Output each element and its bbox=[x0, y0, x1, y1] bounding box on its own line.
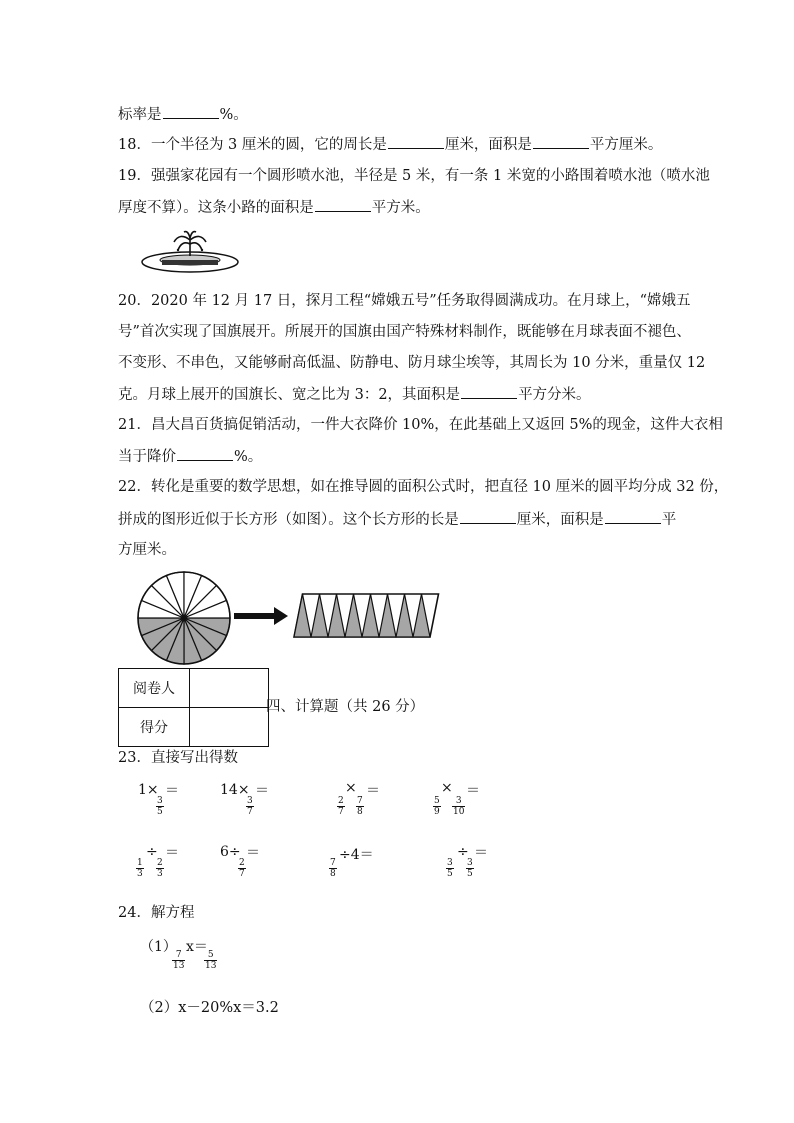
q19-blank[interactable] bbox=[315, 197, 371, 212]
q23-p7-op: ÷4＝ bbox=[339, 847, 374, 863]
grader-cell[interactable] bbox=[190, 669, 269, 708]
denominator: 3 bbox=[137, 869, 143, 879]
denominator: 5 bbox=[447, 869, 453, 879]
section-title: 四、计算题（共 26 分） bbox=[266, 699, 425, 715]
q20-text: 克。月球上展开的国旗长、宽之比为 3：2，其面积是 bbox=[118, 387, 461, 403]
q19-line2 bbox=[118, 197, 430, 218]
q23-p5-op: ÷ bbox=[146, 844, 158, 860]
q24-e1-frac1 bbox=[172, 950, 185, 971]
numerator: 3 bbox=[467, 858, 473, 868]
q20-line2: 号”首次实现了国旗展开。所展开的国旗由国产特殊材料制作，既能够在月球表面不褪色、 bbox=[118, 324, 691, 340]
denominator: 8 bbox=[357, 807, 363, 817]
q23-p4-frac1 bbox=[433, 796, 441, 817]
q21-text-post: %。 bbox=[234, 449, 263, 465]
q23-p4-op: × bbox=[441, 780, 453, 796]
q23-p8-frac1 bbox=[446, 858, 454, 879]
numerator: 5 bbox=[434, 796, 440, 806]
grader-label: 阅卷人 bbox=[119, 669, 190, 708]
q23-p1-eq: ＝ bbox=[165, 783, 179, 799]
q23-p3-eq: ＝ bbox=[366, 783, 380, 799]
q21-line1: 21．昌大昌百货搞促销活动，一件大衣降价 10%，在此基础上又返回 5%的现金，这件大衣相 bbox=[118, 417, 723, 433]
numerator: 3 bbox=[447, 858, 453, 868]
q22-line2 bbox=[118, 509, 676, 530]
q23-p4-eq: ＝ bbox=[466, 783, 480, 799]
right-arrow-icon bbox=[234, 606, 288, 626]
q20-line4 bbox=[118, 384, 591, 405]
q23-p8-eq: ＝ bbox=[474, 845, 488, 861]
q17-text: 标率是 bbox=[118, 107, 162, 123]
numerator: 7 bbox=[357, 796, 363, 806]
q23-p8-op: ÷ bbox=[457, 844, 469, 860]
q17-tail bbox=[118, 104, 248, 125]
q23-p3-frac1 bbox=[337, 796, 345, 817]
numerator: 3 bbox=[452, 796, 465, 807]
q23-p6-eq: ＝ bbox=[246, 845, 260, 861]
numerator: 7 bbox=[172, 950, 185, 961]
q23-p4-frac2 bbox=[452, 796, 465, 817]
q18-blank-2[interactable] bbox=[533, 134, 589, 149]
denominator: 3 bbox=[157, 869, 163, 879]
denominator: 5 bbox=[467, 869, 473, 879]
q21-blank[interactable] bbox=[177, 446, 233, 461]
numerator: 3 bbox=[247, 796, 253, 806]
q22-text-post: 平 bbox=[661, 512, 677, 528]
q23-p6-lead: 6÷ bbox=[220, 844, 241, 860]
q18 bbox=[118, 134, 662, 155]
q23-p7-frac bbox=[329, 858, 337, 879]
numerator: 2 bbox=[239, 858, 245, 868]
q20-line1: 20．2020 年 12 月 17 日，探月工程“嫦娥五号”任务取得圆满成功。在月球上，“嫦娥五 bbox=[118, 293, 691, 309]
q23-p5-frac2 bbox=[156, 858, 164, 879]
q23-p2-lead: 14× bbox=[220, 782, 250, 798]
q18-blank-1[interactable] bbox=[388, 134, 444, 149]
q23-p3-op: × bbox=[345, 780, 357, 796]
q23-p8-frac2 bbox=[466, 858, 474, 879]
score-label: 得分 bbox=[119, 708, 190, 747]
numerator: 2 bbox=[157, 858, 163, 868]
q22-blank-1[interactable] bbox=[460, 509, 516, 524]
q22-line3: 方厘米。 bbox=[118, 542, 176, 558]
q23-p6-frac bbox=[238, 858, 246, 879]
q23-p5-frac1 bbox=[136, 858, 144, 879]
q24-e1-x: x＝ bbox=[186, 939, 208, 955]
q23-title: 23．直接写出得数 bbox=[118, 750, 238, 766]
q19-line1: 19．强强家花园有一个圆形喷水池，半径是 5 米，有一条 1 米宽的小路围着喷水池（喷水池 bbox=[118, 168, 710, 184]
q23-p1-lead: 1× bbox=[138, 782, 159, 798]
numerator: 3 bbox=[157, 796, 163, 806]
approx-rectangle-figure bbox=[290, 591, 440, 641]
q22-text-mid: 厘米，面积是 bbox=[516, 512, 604, 528]
divided-circle-figure bbox=[136, 570, 232, 666]
q24-e1-frac2 bbox=[204, 950, 217, 971]
denominator: 7 bbox=[338, 807, 344, 817]
q20-text-post: 平方分米。 bbox=[518, 387, 591, 403]
q22-line1: 22．转化是重要的数学思想，如在推导圆的面积公式时，把直径 10 厘米的圆平均分成 32 份， bbox=[118, 479, 729, 495]
denominator: 8 bbox=[330, 869, 336, 879]
denominator: 5 bbox=[157, 807, 163, 817]
q19-text-post: 平方米。 bbox=[371, 200, 430, 216]
denominator: 7 bbox=[247, 807, 253, 817]
q22-blank-2[interactable] bbox=[605, 509, 661, 524]
q23-p5-eq: ＝ bbox=[165, 845, 179, 861]
q21-text: 当于降价 bbox=[118, 449, 176, 465]
q22-text: 拼成的图形近似于长方形（如图）。这个长方形的长是 bbox=[118, 512, 459, 528]
q24-title: 24．解方程 bbox=[118, 905, 195, 921]
q20-line3: 不变形、不串色，又能够耐高低温、防静电、防月球尘埃等，其周长为 10 分米，重量仅 12 bbox=[118, 355, 706, 371]
numerator: 1 bbox=[137, 858, 143, 868]
q19-text: 厚度不算）。这条小路的面积是 bbox=[118, 200, 314, 216]
score-table bbox=[118, 668, 269, 747]
q23-p2-eq: ＝ bbox=[255, 783, 269, 799]
q21-line2 bbox=[118, 446, 262, 467]
denominator: 9 bbox=[434, 807, 440, 817]
q18-text-mid: 厘米，面积是 bbox=[444, 137, 532, 153]
q20-blank[interactable] bbox=[461, 384, 517, 399]
q18-text: 18．一个半径为 3 厘米的圆，它的周长是 bbox=[118, 137, 387, 153]
q23-p3-frac2 bbox=[356, 796, 364, 817]
numerator: 5 bbox=[204, 950, 217, 961]
score-cell[interactable] bbox=[190, 708, 269, 747]
denominator: 7 bbox=[239, 869, 245, 879]
q23-p2-frac bbox=[246, 796, 254, 817]
q24-e1-label: （1） bbox=[140, 939, 177, 955]
fountain-pool-image bbox=[140, 226, 240, 276]
q17-answer-blank[interactable] bbox=[163, 104, 219, 119]
numerator: 2 bbox=[338, 796, 344, 806]
denominator: 10 bbox=[453, 807, 465, 817]
q23-p1-frac bbox=[156, 796, 164, 817]
q24-e2: （2）x－20%x＝3.2 bbox=[140, 1000, 279, 1016]
denominator: 13 bbox=[205, 961, 217, 971]
numerator: 7 bbox=[330, 858, 336, 868]
q17-text-post: %。 bbox=[219, 107, 248, 123]
denominator: 13 bbox=[173, 961, 185, 971]
q18-text-post: 平方厘米。 bbox=[589, 137, 663, 153]
